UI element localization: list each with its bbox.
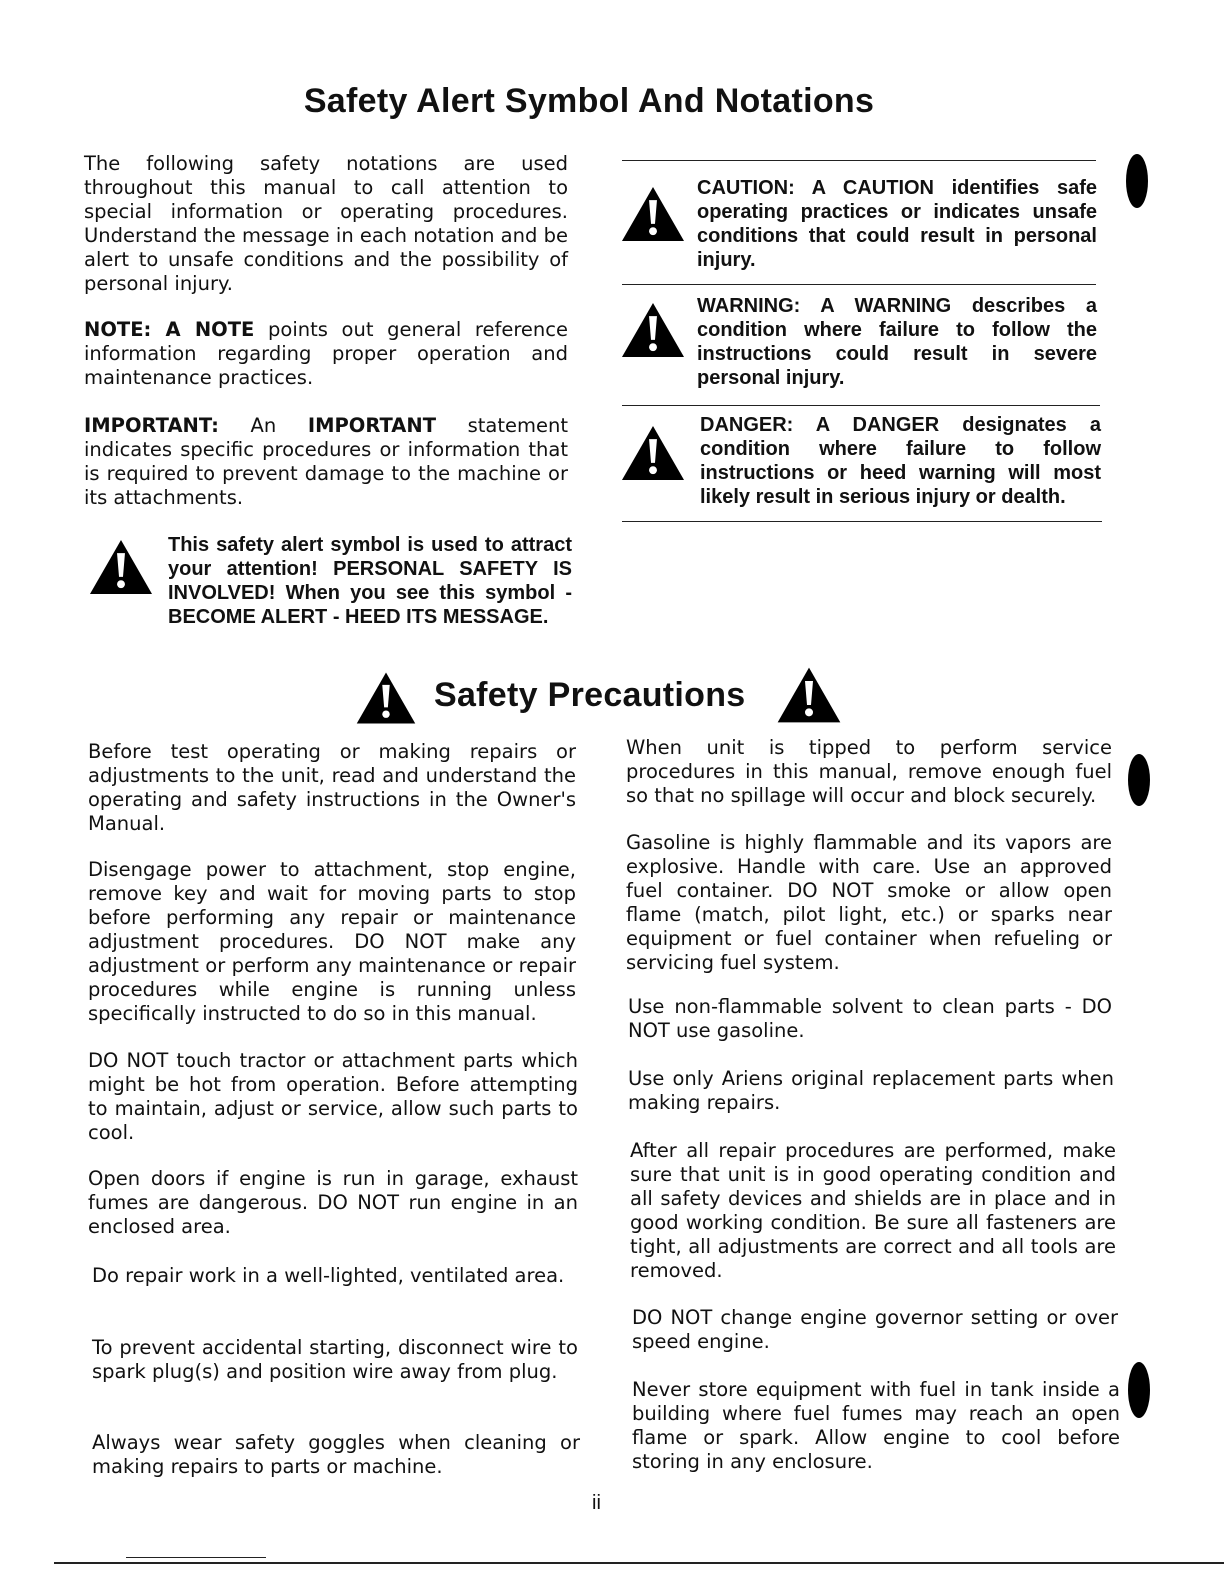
precaution-paragraph: Always wear safety goggles when cleaning or making repairs to parts or machine. <box>92 1431 580 1478</box>
precaution-paragraph: DO NOT touch tractor or attachment parts which might be hot from operation. Before attempting to maintain, adjust or service, allow such parts to cool. <box>88 1049 578 1144</box>
intro-paragraph: The following safety notations are used throughout this manual to call attention to special information or operating procedures. Understand the message in each notation and be alert to unsafe conditions and the possibility of personal injury. <box>84 152 568 295</box>
precaution-paragraph: Open doors if engine is run in garage, exhaust fumes are dangerous. DO NOT run engine in an enclosed area. <box>88 1167 578 1238</box>
caution-warning-icon <box>620 184 686 244</box>
warning-notation-icon <box>620 300 686 360</box>
binder-hole-mark <box>1126 154 1148 208</box>
warning-triangle-icon <box>88 537 154 597</box>
warning-triangle-icon <box>350 670 422 726</box>
danger-notation: DANGER: A DANGER designates a condition where failure to follow instructions or heed warning will most likely result in serious injury or dealth. <box>700 414 1101 508</box>
precaution-paragraph: DO NOT change engine governor setting or over speed engine. <box>632 1306 1118 1353</box>
divider <box>622 521 1102 522</box>
precaution-paragraph: To prevent accidental starting, disconnect wire to spark plug(s) and position wire away from plug. <box>92 1336 578 1383</box>
footer-rule <box>126 1557 266 1558</box>
important-text: statement indicates specific procedures or information that is required to prevent damage to the machine or its attachments. <box>84 414 568 509</box>
important-label: IMPORTANT: <box>84 414 219 437</box>
danger-warning-icon <box>620 423 686 483</box>
note-text: points out general reference information regarding proper operation and maintenance practices. <box>84 318 568 389</box>
precaution-paragraph: After all repair procedures are performed, make sure that unit is in good operating condition and all safety devices and shields are in place and in good working condition. Be sure all fasteners are tight, all adjustments are correct and all tools are removed. <box>630 1139 1116 1282</box>
precaution-paragraph: Gasoline is highly flammable and its vapors are explosive. Handle with care. Use an approved fuel container. DO NOT smoke or allow open flame (match, pilot light, etc.) or sparks near equipment or fuel container when refueling or servicing fuel system. <box>626 831 1112 974</box>
important-label-2: IMPORTANT <box>307 414 436 437</box>
precaution-paragraph: When unit is tipped to perform service procedures in this manual, remove enough fuel so that no spillage will occur and block securely. <box>626 736 1112 807</box>
precaution-paragraph: Use only Ariens original replacement parts when making repairs. <box>628 1067 1114 1114</box>
note-label: NOTE: A NOTE <box>84 318 255 341</box>
precaution-paragraph: Use non-flammable solvent to clean parts - DO NOT use gasoline. <box>628 995 1112 1042</box>
warning-notation: WARNING: A WARNING describes a condition where failure to follow the instructions could result in severe personal injury. <box>697 295 1097 389</box>
page-title: Safety Alert Symbol And Notations <box>303 82 875 120</box>
precaution-paragraph: Disengage power to attachment, stop engine, remove key and wait for moving parts to stop before performing any repair or maintenance adjustment procedures. DO NOT make any adjustment or perform any maintenance or repair procedures while engine is running unless specifically instructed to do so in this manual. <box>88 858 576 1025</box>
important-paragraph: IMPORTANT: An IMPORTANT statement indicates specific procedures or information that is required to prevent damage to the machine or its attachments. <box>84 414 568 509</box>
precaution-paragraph: Do repair work in a well-lighted, ventilated area. <box>92 1264 565 1287</box>
caution-notation: CAUTION: A CAUTION identifies safe operating practices or indicates unsafe conditions that could result in personal injury. <box>697 177 1097 271</box>
divider <box>622 160 1096 161</box>
section-title: Safety Precautions <box>434 676 746 714</box>
note-paragraph <box>84 318 568 390</box>
warning-triangle-icon <box>774 665 844 725</box>
footer-rule <box>54 1562 1224 1564</box>
page-number: ii <box>592 1492 601 1514</box>
alert-symbol-paragraph: This safety alert symbol is used to attract your attention! PERSONAL SAFETY IS INVOLVED! When you see this symbol - BECOME ALERT - HEED ITS MESSAGE. <box>168 534 572 628</box>
binder-hole-mark <box>1128 754 1150 806</box>
divider <box>622 405 1100 406</box>
precaution-paragraph: Before test operating or making repairs or adjustments to the unit, read and understand the operating and safety instructions in the Owner's Manual. <box>88 740 576 835</box>
binder-hole-mark <box>1128 1362 1150 1418</box>
precaution-paragraph: Never store equipment with fuel in tank inside a building where fuel fumes may reach an open flame or spark. Allow engine to cool before storing in any enclosure. <box>632 1378 1120 1473</box>
divider <box>622 284 1096 285</box>
